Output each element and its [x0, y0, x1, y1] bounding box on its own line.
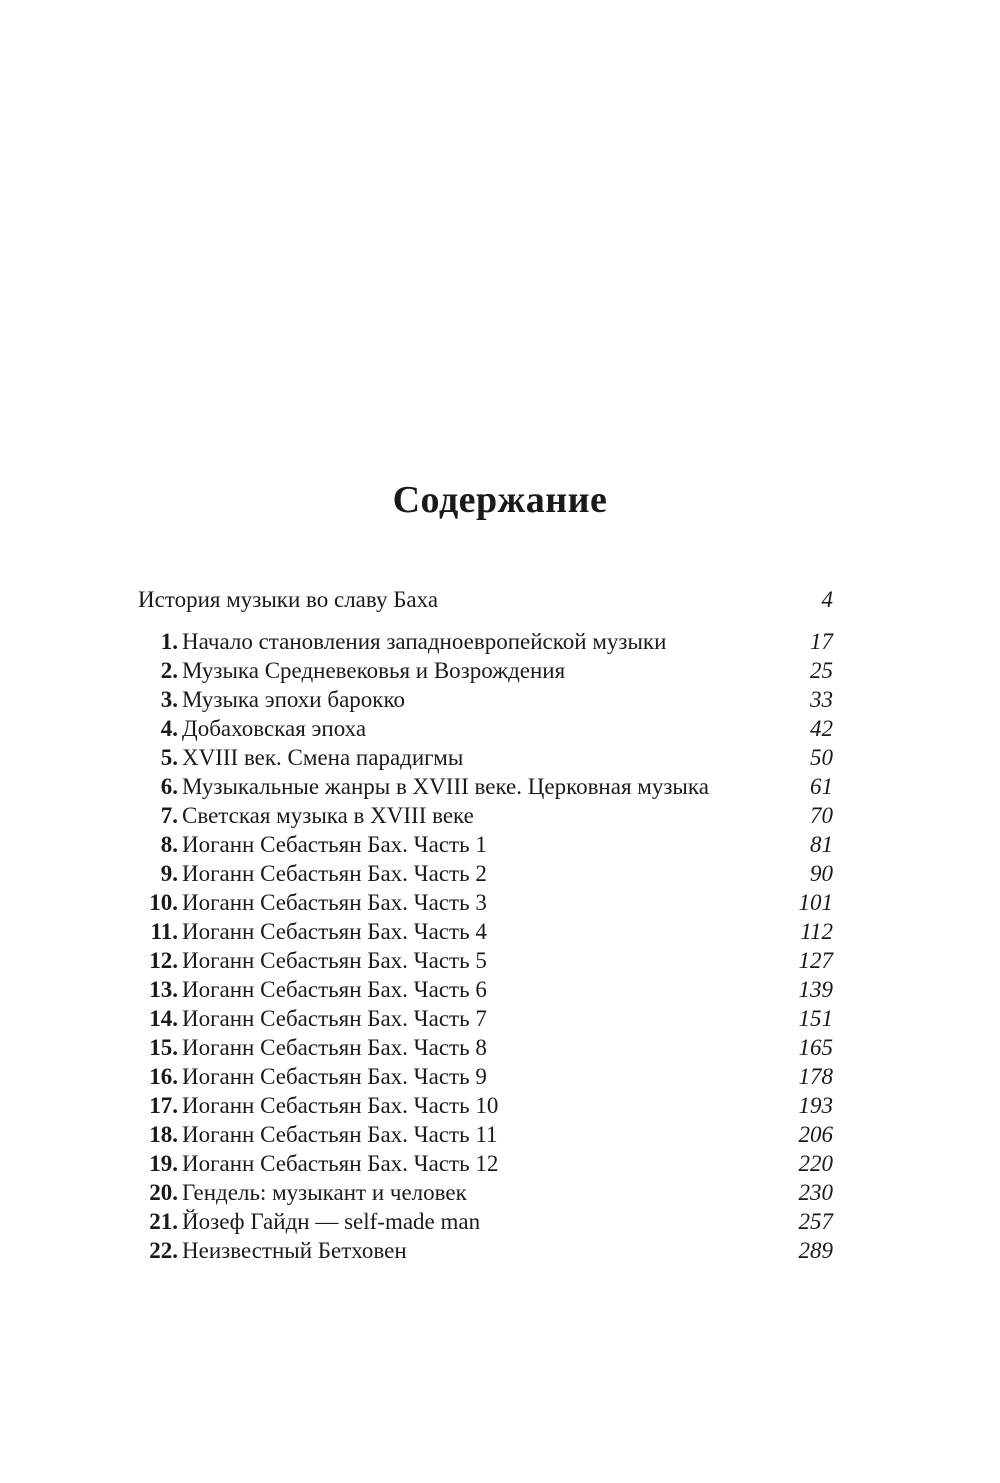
toc-entry-title: Иоганн Себастьян Бах. Часть 12 [182, 1151, 499, 1176]
toc-entry-number: 21. [149, 1209, 178, 1234]
toc-entry-title: Йозеф Гайдн — self-made man [182, 1209, 481, 1234]
toc-entry [138, 1062, 833, 1091]
toc-entry-title: Музыка Средневековья и Возрождения [182, 658, 566, 683]
toc-entry-label [138, 1207, 480, 1236]
toc-entry-page: 220 [798, 1151, 833, 1176]
toc-entry-number: 7. [160, 803, 178, 828]
toc-entry-page: 178 [798, 1064, 833, 1089]
toc-entry [138, 917, 833, 946]
toc-entry-page: 257 [798, 1209, 833, 1234]
toc-entry [138, 685, 833, 714]
toc-entry-label [138, 685, 405, 714]
toc-intro-title: История музыки во славу Баха [138, 587, 439, 612]
toc-entry-number: 13. [149, 977, 178, 1002]
toc-entry-page: 25 [810, 658, 833, 683]
toc-entry-label [138, 1178, 467, 1207]
toc-entry-label [138, 1149, 498, 1178]
toc-entry-title: Иоганн Себастьян Бах. Часть 11 [182, 1122, 498, 1147]
toc-intro-entry [138, 585, 833, 614]
toc-entry [138, 656, 833, 685]
toc-entry-page: 33 [810, 687, 833, 712]
toc-entry-page: 90 [810, 861, 833, 886]
toc-entry-title: Иоганн Себастьян Бах. Часть 3 [182, 890, 487, 915]
toc-entry-label [138, 975, 487, 1004]
toc-entry-number: 3. [160, 687, 178, 712]
toc-entry-number: 1. [160, 629, 178, 654]
toc-entry-label [138, 1120, 497, 1149]
toc-entry-page: 50 [810, 745, 833, 770]
toc-entry [138, 743, 833, 772]
toc-entry-title: Гендель: музыкант и человек [182, 1180, 467, 1205]
toc-entry-title: Иоганн Себастьян Бах. Часть 4 [182, 919, 487, 944]
toc-entry-page: 17 [810, 629, 833, 654]
toc-entry-label [138, 772, 709, 801]
toc-entry-label [138, 656, 565, 685]
toc-entry-label [138, 888, 487, 917]
toc-entry-title: Иоганн Себастьян Бах. Часть 1 [182, 832, 487, 857]
toc-entry [138, 1091, 833, 1120]
toc-entry-label [138, 1033, 487, 1062]
toc-entry-title: Иоганн Себастьян Бах. Часть 5 [182, 948, 487, 973]
toc-entry-number: 17. [149, 1093, 178, 1118]
toc-entry-label [138, 1091, 498, 1120]
toc-entry-number: 11. [150, 919, 178, 944]
toc-entry-label [138, 917, 487, 946]
toc-entry-number: 16. [149, 1064, 178, 1089]
toc-entry-label [138, 1004, 487, 1033]
toc-entry-page: 165 [798, 1035, 833, 1060]
toc-entry [138, 975, 833, 1004]
toc-entry-number: 2. [160, 658, 178, 683]
toc-entry-page: 127 [798, 948, 833, 973]
page-title: Содержание [392, 479, 608, 521]
toc-entry [138, 1178, 833, 1207]
toc-entry-title: Иоганн Себастьян Бах. Часть 8 [182, 1035, 487, 1060]
toc-entry-number: 15. [149, 1035, 178, 1060]
toc-entry-number: 22. [149, 1238, 178, 1263]
toc-entry [138, 859, 833, 888]
toc-entry [138, 772, 833, 801]
toc-entry-page: 289 [798, 1238, 833, 1263]
toc-entry-number: 12. [149, 948, 178, 973]
toc-entry-number: 9. [160, 861, 178, 886]
toc-entry-title: Иоганн Себастьян Бах. Часть 2 [182, 861, 487, 886]
toc-entry-title: Иоганн Себастьян Бах. Часть 10 [182, 1093, 499, 1118]
toc-entry-label [138, 801, 474, 830]
toc-entry-number: 4. [160, 716, 178, 741]
toc-entry-title: Иоганн Себастьян Бах. Часть 7 [182, 1006, 487, 1031]
toc-entry [138, 1236, 833, 1265]
toc-entry-label [138, 859, 487, 888]
toc-entry-label [138, 714, 366, 743]
toc-entry-page: 230 [798, 1180, 833, 1205]
toc-entry-page: 193 [798, 1093, 833, 1118]
toc-entry-number: 8. [160, 832, 178, 857]
toc-entry [138, 627, 833, 656]
toc-entry-number: 5. [160, 745, 178, 770]
toc-entry-label [138, 1062, 487, 1091]
toc-entry-label [138, 946, 487, 975]
toc-entry-page: 70 [810, 803, 833, 828]
toc-entry-label [138, 743, 463, 772]
toc-entry [138, 1004, 833, 1033]
toc-entry [138, 714, 833, 743]
toc-entry-label [138, 627, 666, 656]
toc-entry-page: 206 [798, 1122, 833, 1147]
toc-entry [138, 801, 833, 830]
toc-entry-number: 18. [149, 1122, 178, 1147]
toc-entry-title: Светская музыка в XVIII веке [182, 803, 474, 828]
toc-entry-page: 139 [798, 977, 833, 1002]
toc-entry-number: 19. [149, 1151, 178, 1176]
toc-entry-number: 20. [149, 1180, 178, 1205]
toc-entry-number: 14. [149, 1006, 178, 1031]
toc-entry-title: Неизвестный Бетховен [182, 1238, 407, 1263]
toc-entry-label [138, 830, 487, 859]
toc-entry [138, 1149, 833, 1178]
toc-entry-label [138, 1236, 407, 1265]
toc-entry-title: Иоганн Себастьян Бах. Часть 6 [182, 977, 487, 1002]
toc-entry-title: Музыкальные жанры в XVIII веке. Церковная музыка [182, 774, 709, 799]
toc-intro-page: 4 [821, 587, 833, 612]
toc-entry-title: Начало становления западноевропейской музыки [182, 629, 667, 654]
toc-entry [138, 830, 833, 859]
toc-entry [138, 946, 833, 975]
toc-entry-page: 42 [810, 716, 833, 741]
toc-entry [138, 1033, 833, 1062]
toc-entry-page: 81 [810, 832, 833, 857]
toc-entry-page: 101 [798, 890, 833, 915]
toc-entry-title: XVIII век. Смена парадигмы [182, 745, 464, 770]
toc-entry-page: 151 [798, 1006, 833, 1031]
toc-entry-title: Добаховская эпоха [182, 716, 367, 741]
toc-entry-number: 6. [160, 774, 178, 799]
table-of-contents [138, 585, 833, 1265]
chapter-list [138, 627, 833, 1265]
toc-entry [138, 1120, 833, 1149]
toc-entry-title: Иоганн Себастьян Бах. Часть 9 [182, 1064, 487, 1089]
toc-entry-page: 112 [800, 919, 833, 944]
toc-entry [138, 888, 833, 917]
toc-entry-page: 61 [810, 774, 833, 799]
toc-entry-title: Музыка эпохи барокко [182, 687, 405, 712]
toc-entry [138, 1207, 833, 1236]
toc-entry-number: 10. [149, 890, 178, 915]
